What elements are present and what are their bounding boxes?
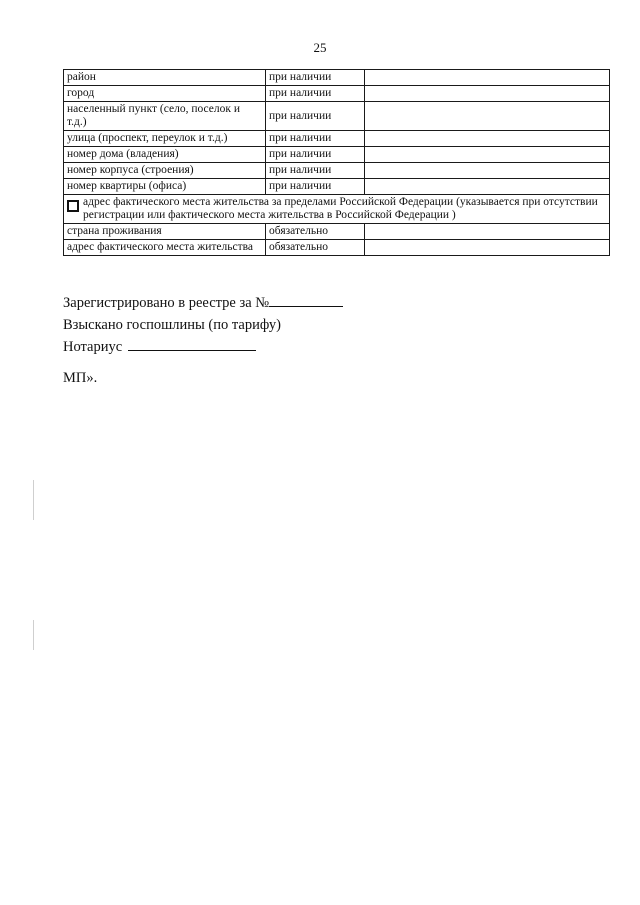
value-cell[interactable] [365, 70, 610, 86]
registry-number-field[interactable] [269, 294, 343, 307]
value-cell[interactable] [365, 163, 610, 179]
table-row [64, 224, 610, 240]
field-label: город [64, 86, 266, 102]
registry-line [63, 292, 343, 314]
field-label: район [64, 70, 266, 86]
requirement-label: при наличии [266, 147, 365, 163]
notary-line [63, 336, 343, 358]
requirement-label: обязательно [266, 224, 365, 240]
margin-divider [33, 620, 34, 650]
registry-label: Зарегистрировано в реестре за № [63, 295, 270, 311]
requirement-label: при наличии [266, 163, 365, 179]
section-header-row [64, 195, 610, 224]
table-row [64, 86, 610, 102]
field-label: номер дома (владения) [64, 147, 266, 163]
table-row [64, 179, 610, 195]
table-row [64, 102, 610, 131]
field-label: номер корпуса (строения) [64, 163, 266, 179]
value-cell[interactable] [365, 147, 610, 163]
field-label: номер квартиры (офиса) [64, 179, 266, 195]
fee-label: Взыскано госпошлины (по тарифу) [63, 317, 281, 333]
table-row [64, 147, 610, 163]
address-table [63, 69, 610, 256]
section-header-cell [64, 195, 610, 224]
section-header-text: адрес фактического места жительства за пределами Российской Федерации (указывается при отсутствии регистрации или фактического места жительства в Российской Федерации ) [83, 196, 598, 221]
notary-signature-field[interactable] [128, 338, 256, 351]
notary-label: Нотариус [63, 339, 123, 355]
value-cell[interactable] [365, 86, 610, 102]
table-row [64, 163, 610, 179]
requirement-label: при наличии [266, 70, 365, 86]
field-label: адрес фактического места жительства [64, 240, 266, 256]
requirement-label: обязательно [266, 240, 365, 256]
requirement-label: при наличии [266, 131, 365, 147]
checkbox-icon[interactable] [67, 200, 79, 212]
value-cell[interactable] [365, 224, 610, 240]
table-row [64, 131, 610, 147]
requirement-label: при наличии [266, 102, 365, 131]
value-cell[interactable] [365, 131, 610, 147]
page-number: 25 [313, 40, 327, 55]
stamp-label: МП». [63, 370, 98, 386]
fee-line [63, 314, 343, 336]
table-row [64, 240, 610, 256]
field-label: населенный пункт (село, поселок и т.д.) [64, 102, 266, 131]
registration-block [63, 292, 343, 358]
value-cell[interactable] [365, 240, 610, 256]
value-cell[interactable] [365, 102, 610, 131]
requirement-label: при наличии [266, 86, 365, 102]
table-row [64, 70, 610, 86]
value-cell[interactable] [365, 179, 610, 195]
field-label: страна проживания [64, 224, 266, 240]
field-label: улица (проспект, переулок и т.д.) [64, 131, 266, 147]
requirement-label: при наличии [266, 179, 365, 195]
margin-divider [33, 480, 34, 520]
